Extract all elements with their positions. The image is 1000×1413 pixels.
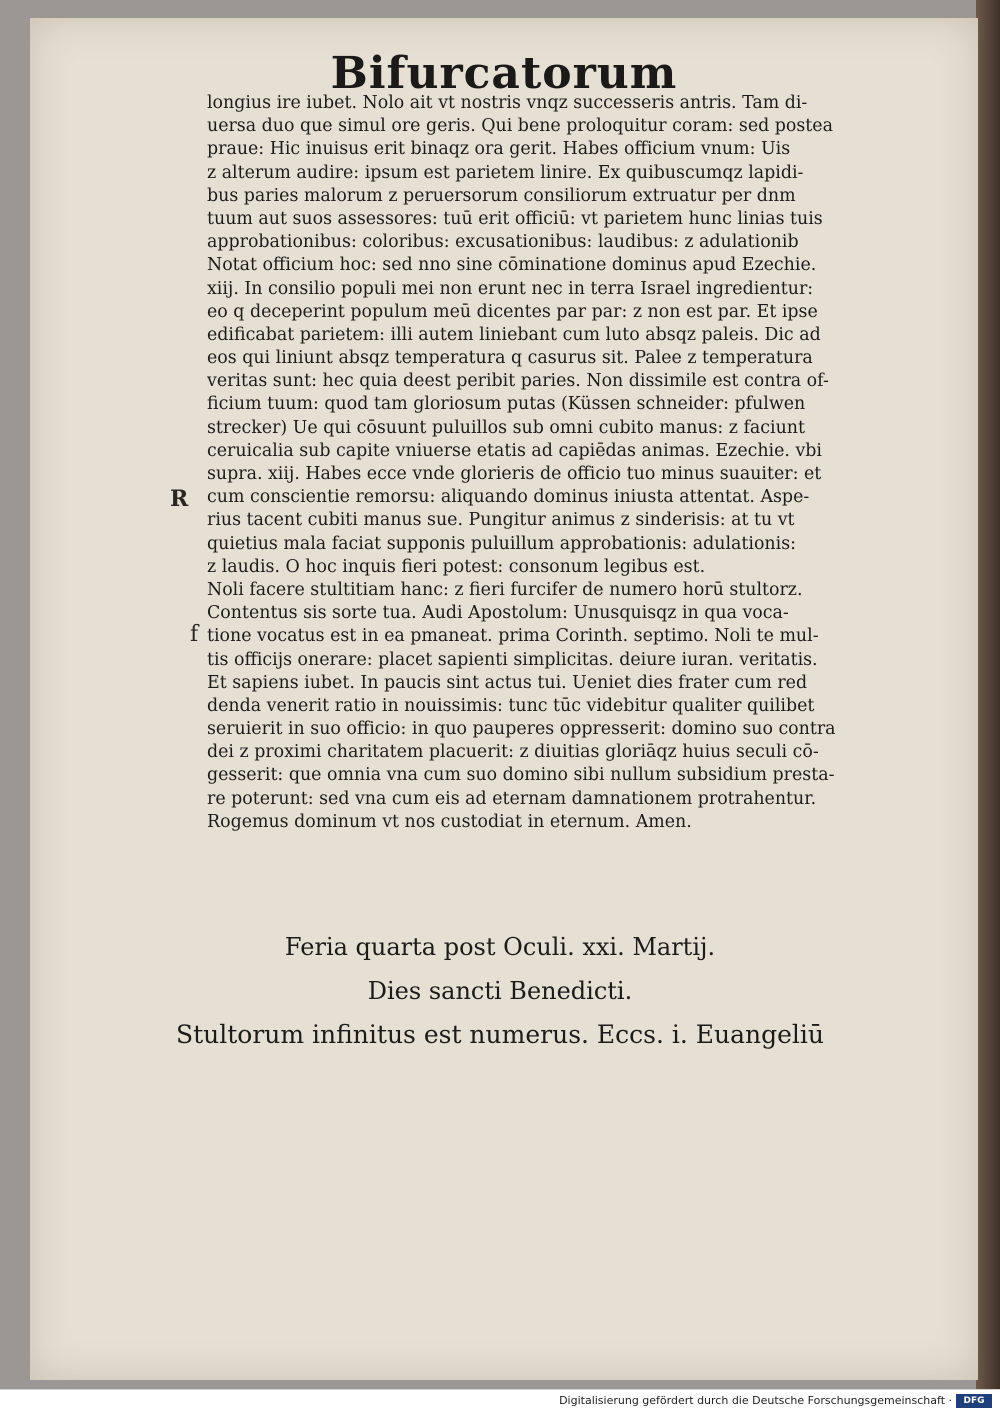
text-line: Noli facere stultitiam hanc: z fieri furcifer de numero horū stultorz. [207,579,803,600]
text-line: eos qui liniunt absqz temperatura q casurus sit. Palee z temperatura [207,348,813,369]
text-line: quietius mala faciat supponis puluillum approbationis: adulationis: [207,533,796,554]
text-line: Notat officium hoc: sed nno sine cōminatione dominus apud Ezechie. [207,255,817,276]
dfg-logo[interactable]: DFG [956,1394,992,1408]
text-line: seruierit in suo officio: in quo pauperes oppresserit: domino suo contra [207,719,836,740]
text-line: edificabat parietem: illi autem liniebant cum luto absqz paleis. Dic ad [207,324,821,345]
margin-mark-f: f [190,622,199,647]
text-line: bus paries malorum z peruersorum consiliorum extruatur per dnm [207,185,796,206]
text-line: re poterunt: sed vna cum eis ad eternam damnationem protrahentur. [207,788,817,809]
text-line: tuum aut suos assessores: tuū erit officiū: vt parietem hunc linias tuis [207,208,823,229]
book-binding-edge [976,0,1000,1390]
page-heading: Bifurcatorum [330,48,678,99]
text-line: gesserit: que omnia vna cum suo domino sibi nullum subsidium presta- [207,765,835,786]
text-line: z laudis. O hoc inquis fieri potest: consonum legibus est. [207,556,706,577]
text-line: denda venerit ratio in nouissimis: tunc tūc videbitur qualiter quilibet [207,695,815,716]
text-line: supra. xiij. Habes ecce vnde glorieris de officio tuo minus suauiter: et [207,464,822,484]
text-line: cum conscientie remorsu: aliquando dominus iniusta attentat. Aspe- [207,487,810,508]
text-line: tione vocatus est in ea pmaneat. prima Corinth. septimo. Noli te mul- [207,626,819,647]
text-line: longius ire iubet. Nolo ait vt nostris vnqz successeris antris. Tam di- [207,93,808,113]
footer-line-stultorum: Stultorum infinitus est numerus. Eccs. i. Euangeliū [175,1020,825,1049]
text-line: praue: Hic inuisus erit binaqz ora gerit. Habes officium vnum: Uis [207,139,791,160]
text-line: uersa duo que simul ore geris. Qui bene proloquitur coram: sed postea [207,116,833,137]
margin-mark-r: R [170,486,189,512]
text-line: z alterum audire: ipsum est parietem linire. Ex quibuscumqz lapidi- [207,162,804,183]
dfg-attribution-text: Digitalisierung gefördert durch die Deutsche Forschungsgemeinschaft · [559,1394,952,1407]
text-line: ceruicalia sub capite vniuerse etatis ad capiēdas animas. Ezechie. vbi [207,440,822,461]
text-line: Et sapiens iubet. In paucis sint actus tui. Ueniet dies frater cum red [207,672,808,693]
text-line: strecker) Ue qui cōsuunt puluillos sub omni cubito manus: z faciunt [207,417,805,438]
text-line: veritas sunt: hec quia deest peribit paries. Non dissimile est contra of- [207,371,829,392]
footer-line-feria: Feria quarta post Oculi. xxi. Martij. [284,933,716,961]
section-footer [0,925,1000,1057]
text-line: xiij. In consilio populi mei non erunt nec in terra Israel ingredientur: [207,278,814,299]
body-text-block [207,92,919,834]
footer-line-dies: Dies sancti Benedicti. [367,977,633,1005]
text-line: eo q deceperint populum meū dicentes par par: z non est par. Et ipse [207,301,818,322]
text-line: rius tacent cubiti manus sue. Pungitur animus z sinderisis: at tu vt [207,510,795,531]
text-line: dei z proximi charitatem placuerit: z diuitias gloriāqz huius seculi cō- [207,742,819,763]
text-line: tis officijs onerare: placet sapienti simplicitas. deiure iuran. veritatis. [207,649,818,670]
dfg-attribution-bar [0,1389,1000,1413]
text-line: ficium tuum: quod tam gloriosum putas (Küssen schneider: pfulwen [207,394,806,415]
text-line: approbationibus: coloribus: excusationibus: laudibus: z adulationib [207,232,799,253]
text-line: Contentus sis sorte tua. Audi Apostolum: Unusquisqz in qua voca- [207,603,789,624]
text-line: Rogemus dominum vt nos custodiat in eternum. Amen. [207,811,692,832]
